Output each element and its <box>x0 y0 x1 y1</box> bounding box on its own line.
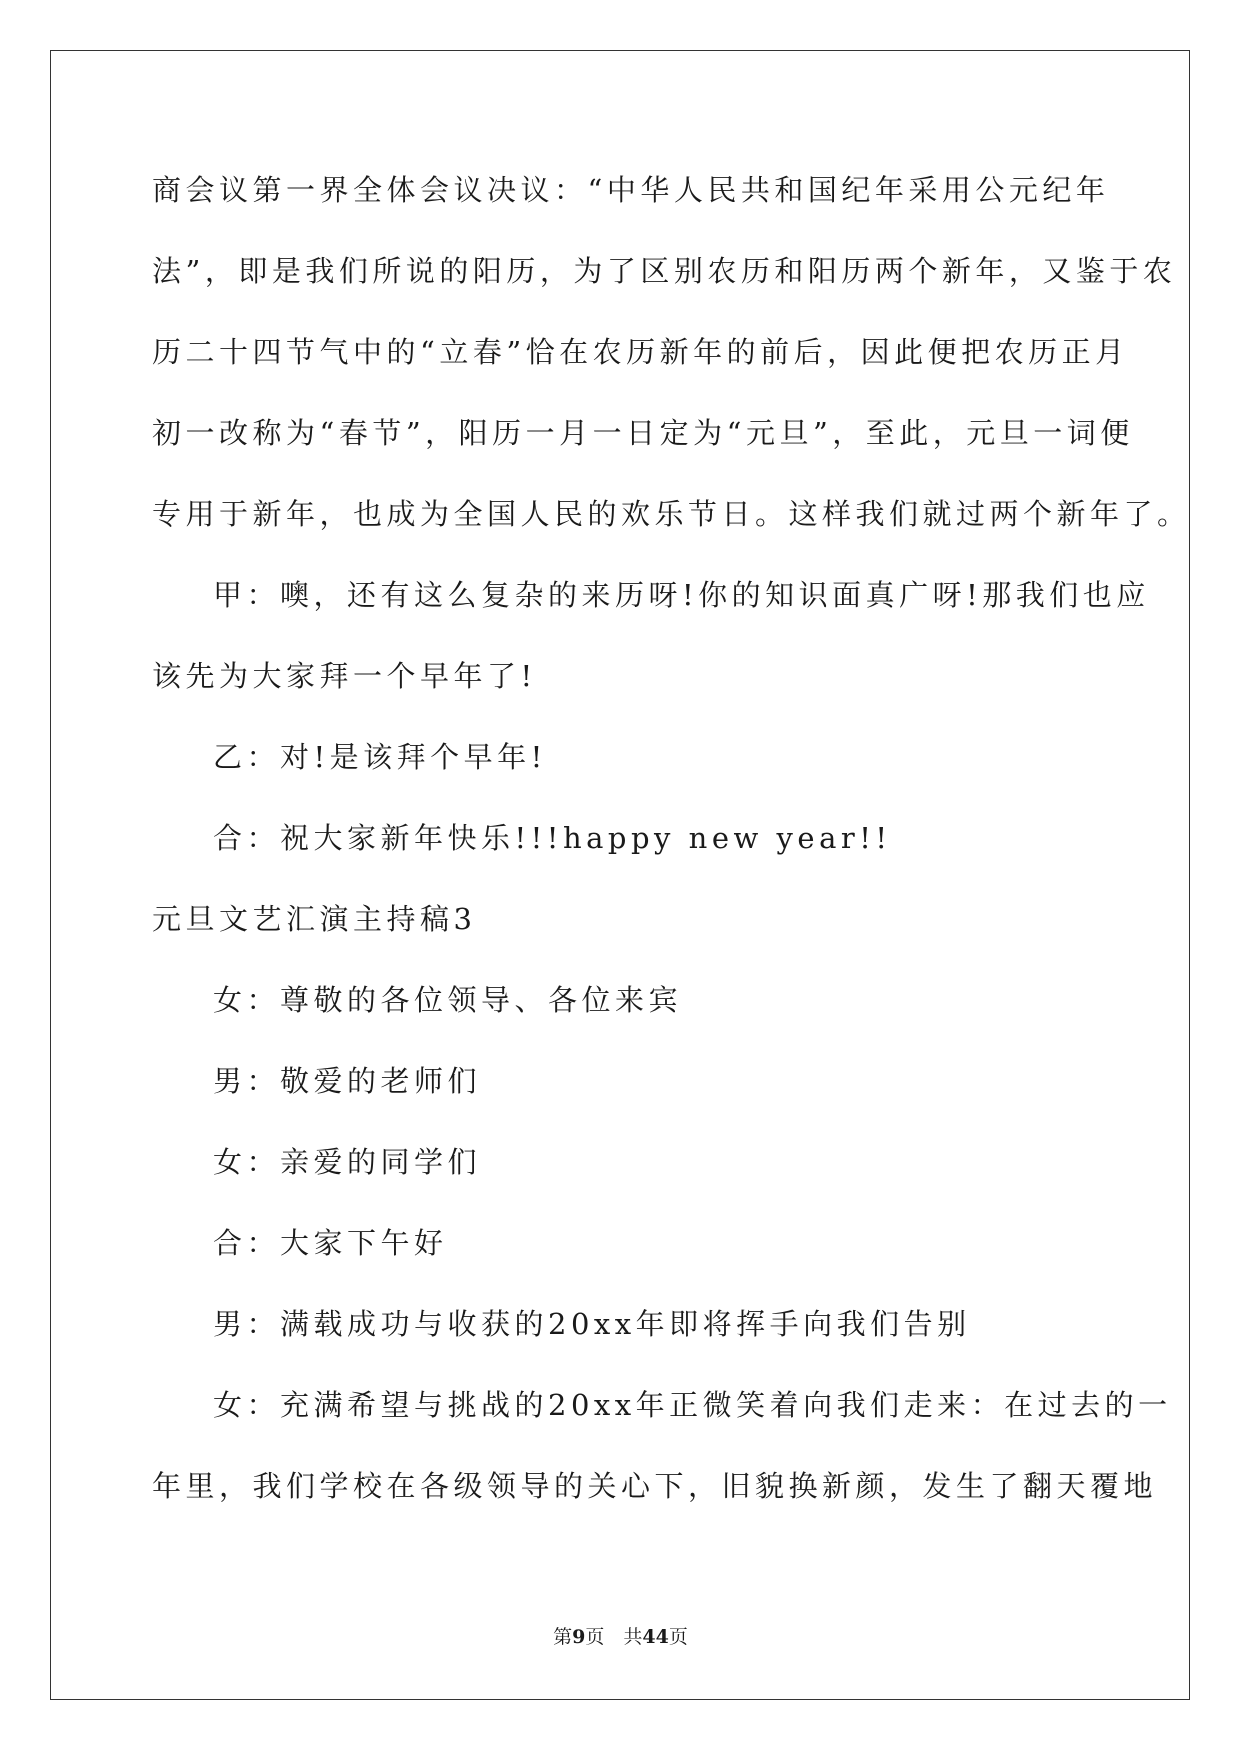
total-page-count: 44 <box>642 1626 669 1648</box>
body-line-11: 女：尊敬的各位领导、各位来宾 <box>213 983 683 1017</box>
footer-suffix: 页 <box>668 1626 688 1648</box>
footer-mid: 页 共 <box>585 1626 643 1648</box>
current-page-number: 9 <box>572 1626 586 1648</box>
body-line-17: 年里，我们学校在各级领导的关心下，旧貌换新颜，发生了翻天覆地 <box>152 1469 1158 1503</box>
body-line-15: 男：满载成功与收获的20xx年即将挥手向我们告别 <box>213 1307 971 1341</box>
footer-prefix: 第 <box>553 1626 573 1648</box>
body-line-9: 合：祝大家新年快乐!!!happy new year!! <box>213 821 892 855</box>
body-line-5: 专用于新年，也成为全国人民的欢乐节日。这样我们就过两个新年了。 <box>152 497 1191 531</box>
body-line-13: 女：亲爱的同学们 <box>213 1145 482 1179</box>
page-border <box>50 50 1190 1700</box>
body-line-3: 历二十四节气中的“立春”恰在农历新年的前后，因此便把农历正月 <box>152 335 1129 369</box>
section-heading: 元旦文艺汇演主持稿3 <box>152 902 477 936</box>
body-line-2: 法”，即是我们所说的阳历，为了区别农历和阳历两个新年，又鉴于农 <box>152 254 1177 288</box>
body-line-7: 该先为大家拜一个早年了! <box>152 659 537 693</box>
body-line-12: 男：敬爱的老师们 <box>213 1064 482 1098</box>
body-line-14: 合：大家下午好 <box>213 1226 448 1260</box>
body-line-4: 初一改称为“春节”，阳历一月一日定为“元旦”，至此，元旦一词便 <box>152 416 1134 450</box>
body-line-8: 乙：对!是该拜个早年! <box>213 740 547 774</box>
page-footer <box>0 1625 1241 1649</box>
body-line-1: 商会议第一界全体会议决议：“中华人民共和国纪年采用公元纪年 <box>152 173 1110 207</box>
body-line-16: 女：充满希望与挑战的20xx年正微笑着向我们走来：在过去的一 <box>213 1388 1172 1422</box>
body-line-6: 甲：噢，还有这么复杂的来历呀!你的知识面真广呀!那我们也应 <box>213 578 1150 612</box>
